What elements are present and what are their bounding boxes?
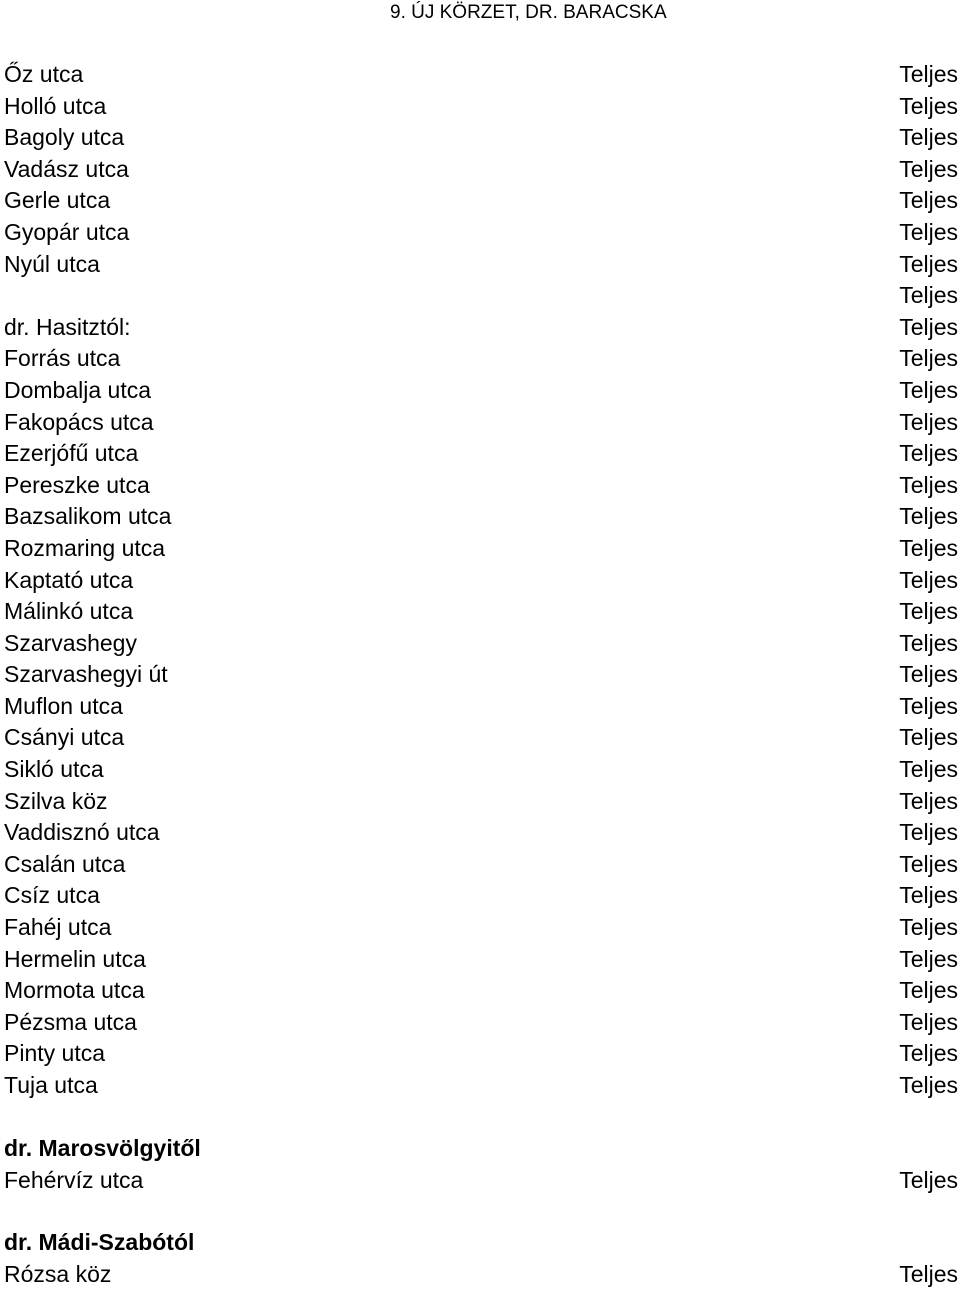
street-status: Teljes [899, 566, 958, 593]
street-row [0, 91, 960, 123]
street-name: Bagoly utca [4, 124, 125, 151]
street-row [0, 217, 960, 249]
street-name: Málinkó utca [4, 598, 134, 625]
section-madi-szabo [0, 1227, 960, 1290]
street-row [0, 880, 960, 912]
street-status: Teljes [899, 218, 958, 245]
street-name: Fakopács utca [4, 408, 154, 435]
street-name: Nyúl utca [4, 250, 100, 277]
street-row [0, 438, 960, 470]
street-row [0, 375, 960, 407]
section-heading: dr. Mádi-Szabótól [4, 1229, 195, 1255]
street-row [0, 1038, 960, 1070]
street-status: Teljes [899, 503, 958, 530]
street-row [0, 944, 960, 976]
street-name: Tuja utca [4, 1072, 98, 1098]
street-row [0, 722, 960, 754]
street-row [0, 280, 960, 312]
street-status: Teljes [899, 440, 958, 467]
section-heading-row [0, 1227, 960, 1259]
street-row [0, 1165, 960, 1197]
street-row [0, 975, 960, 1007]
street-name: Forrás utca [4, 345, 121, 372]
street-status: Teljes [899, 313, 958, 340]
street-status: Teljes [899, 787, 958, 814]
street-name: Pézsma utca [4, 1008, 137, 1035]
street-name: Gerle utca [4, 187, 111, 214]
section-heading: dr. Marosvölgyitől [4, 1135, 201, 1161]
street-row [0, 565, 960, 597]
street-status: Teljes [899, 534, 958, 561]
street-row [0, 185, 960, 217]
street-name: Fehérvíz utca [4, 1166, 144, 1193]
street-name: Csányi utca [4, 724, 125, 751]
section-heading-row [0, 312, 960, 344]
street-status: Teljes [899, 124, 958, 151]
street-row [0, 1070, 960, 1102]
street-row [0, 596, 960, 628]
street-status: Teljes [899, 1260, 958, 1287]
street-status: Teljes [899, 92, 958, 119]
street-row [0, 154, 960, 186]
street-row [0, 754, 960, 786]
street-row [0, 786, 960, 818]
street-name: Csíz utca [4, 882, 100, 909]
street-status: Teljes [899, 61, 958, 87]
street-name: Rózsa köz [4, 1260, 112, 1287]
street-name: Muflon utca [4, 692, 123, 719]
street-status: Teljes [899, 1040, 958, 1067]
street-row [0, 849, 960, 881]
street-status: Teljes [899, 977, 958, 1004]
street-status: Teljes [899, 155, 958, 182]
street-row [0, 59, 960, 91]
street-row [0, 912, 960, 944]
street-status: Teljes [899, 945, 958, 972]
street-status: Teljes [899, 692, 958, 719]
street-status: Teljes [899, 1166, 958, 1193]
street-name: Dombalja utca [4, 376, 152, 403]
street-status: Teljes [899, 850, 958, 877]
street-name: Kaptató utca [4, 566, 134, 593]
street-name: Szilva köz [4, 787, 108, 814]
street-status: Teljes [899, 1008, 958, 1035]
street-name: Szarvashegyi út [4, 661, 168, 688]
page-header: 9. ÚJ KÖRZET, DR. BARACSKA [390, 2, 667, 23]
street-row [0, 122, 960, 154]
section-heading: dr. Hasitztól: [4, 313, 131, 340]
street-name: Szarvashegy [4, 629, 137, 656]
street-name: Pereszke utca [4, 471, 150, 498]
street-name: Mormota utca [4, 977, 145, 1004]
street-status: Teljes [899, 1072, 958, 1098]
street-row [0, 249, 960, 281]
street-name: Bazsalikom utca [4, 503, 172, 530]
street-list [0, 59, 960, 1102]
street-status: Teljes [899, 187, 958, 214]
section-marosvolgyi [0, 1133, 960, 1196]
street-name: Vadász utca [4, 155, 129, 182]
street-row [0, 407, 960, 439]
street-row [0, 817, 960, 849]
street-status: Teljes [899, 250, 958, 277]
street-row [0, 1259, 960, 1290]
street-row [0, 343, 960, 375]
street-status: Teljes [899, 914, 958, 941]
street-status: Teljes [899, 819, 958, 846]
street-row [0, 628, 960, 660]
street-name: Rozmaring utca [4, 534, 166, 561]
street-row [0, 1007, 960, 1039]
street-name: Pinty utca [4, 1040, 105, 1067]
street-status: Teljes [899, 408, 958, 435]
street-name: Őz utca [4, 61, 84, 87]
street-row [0, 470, 960, 502]
street-status: Teljes [899, 471, 958, 498]
street-name: Hermelin utca [4, 945, 146, 972]
street-status: Teljes [899, 282, 958, 309]
street-name: Sikló utca [4, 756, 104, 783]
street-status: Teljes [899, 629, 958, 656]
street-name: Gyopár utca [4, 218, 130, 245]
street-name: Vaddisznó utca [4, 819, 160, 846]
street-status: Teljes [899, 345, 958, 372]
street-status: Teljes [899, 882, 958, 909]
street-status: Teljes [899, 598, 958, 625]
street-status: Teljes [899, 661, 958, 688]
section-heading-row [0, 1133, 960, 1165]
street-row [0, 691, 960, 723]
street-row [0, 659, 960, 691]
street-name: Holló utca [4, 92, 107, 119]
street-status: Teljes [899, 756, 958, 783]
street-name: Ezerjófű utca [4, 440, 139, 467]
street-name: Fahéj utca [4, 914, 112, 941]
street-row [0, 501, 960, 533]
street-name: Csalán utca [4, 850, 126, 877]
street-status: Teljes [899, 724, 958, 751]
street-row [0, 533, 960, 565]
street-status: Teljes [899, 376, 958, 403]
